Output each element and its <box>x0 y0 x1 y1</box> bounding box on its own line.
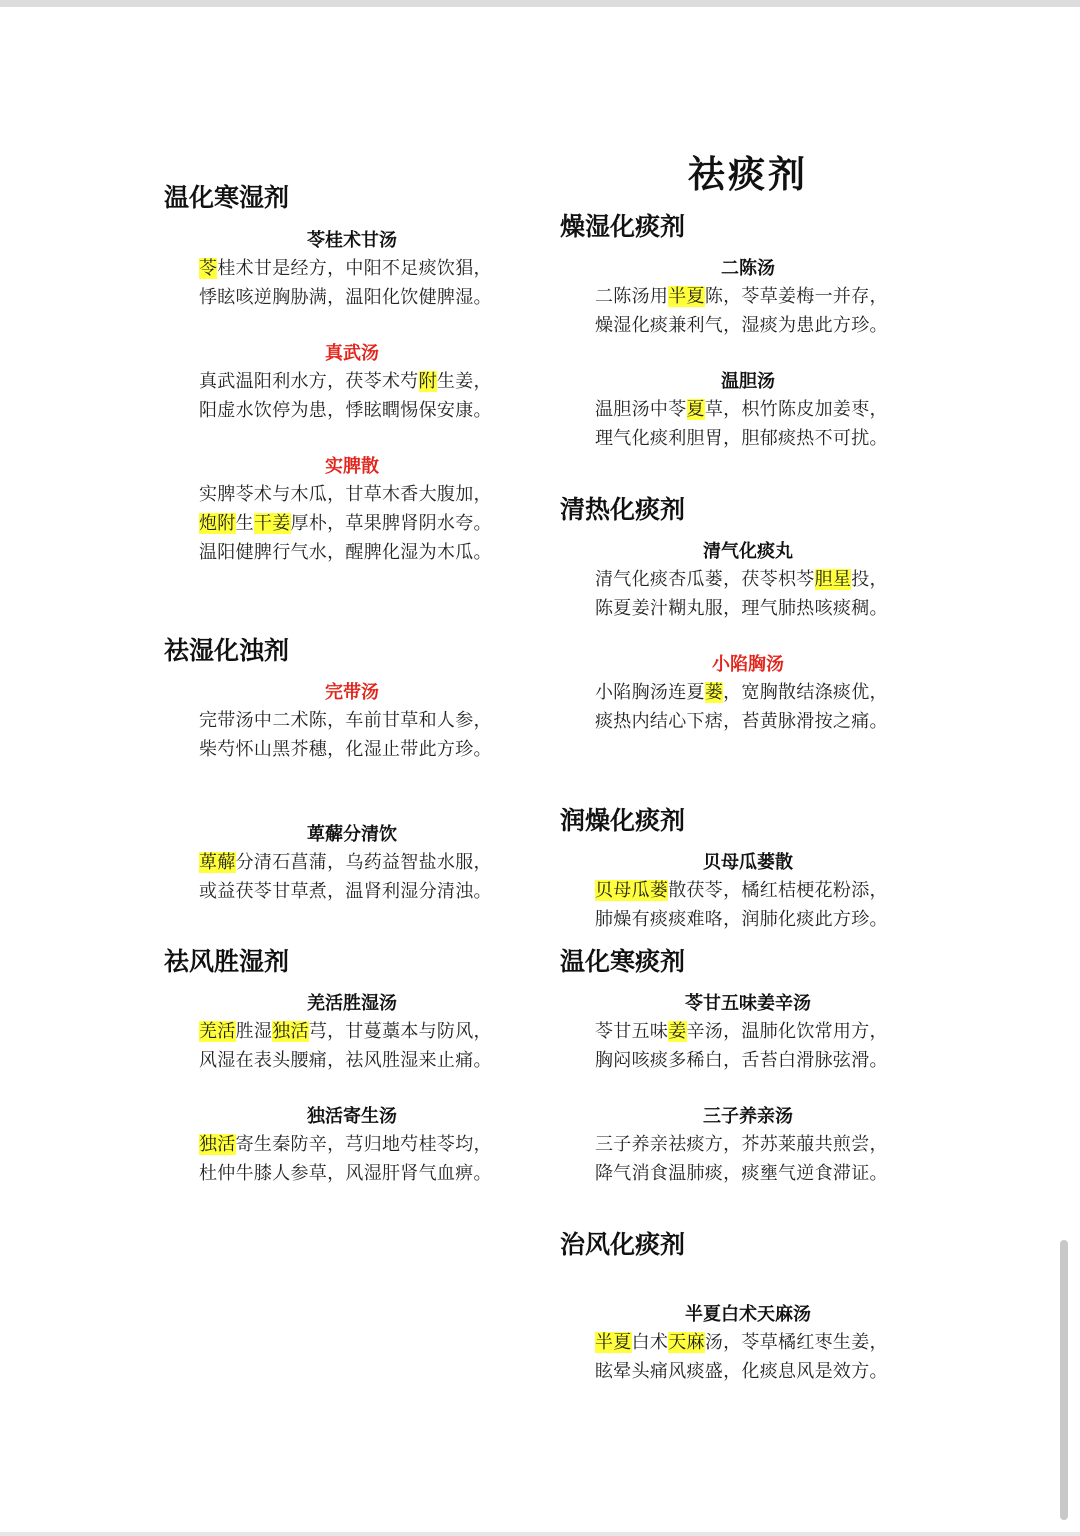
verse-text: 二陈汤用 <box>595 286 669 307</box>
category-heading: 燥湿化痰剂 <box>560 212 686 241</box>
formula-name: 独活寄生汤 <box>307 1106 397 1127</box>
verse-text: 草，枳竹陈皮加姜枣， <box>704 399 888 420</box>
verse-text: 完带汤中二术陈，车前甘草和人参， <box>199 710 492 731</box>
verse-line <box>595 1159 888 1185</box>
verse-text: 杜仲牛膝人参草，风湿肝肾气血痹。 <box>199 1163 492 1184</box>
verse-line <box>595 311 888 337</box>
highlighted-herb: 萆薢 <box>199 852 236 873</box>
formula-name: 真武汤 <box>325 343 379 364</box>
verse-line <box>595 707 888 733</box>
verse-text: 芎，甘蔓藁本与防风， <box>308 1021 492 1042</box>
verse-text: 三子养亲祛痰方，芥苏莱菔共煎尝， <box>595 1134 888 1155</box>
verse-text: 柴芍怀山黑芥穗，化湿止带此方珍。 <box>199 739 492 760</box>
verse-line <box>595 1328 888 1354</box>
verse-line <box>199 1017 492 1043</box>
verse-line <box>199 1046 492 1072</box>
formula-name: 二陈汤 <box>721 258 775 279</box>
verse-text: 降气消食温肺痰，痰壅气逆食滞证。 <box>595 1163 888 1184</box>
highlighted-herb: 苓 <box>199 258 218 279</box>
bottom-border <box>0 1532 1080 1536</box>
verse-line <box>199 367 492 393</box>
verse-text: 汤，苓草橘红枣生姜， <box>704 1332 888 1353</box>
verse-text: 生 <box>235 513 254 534</box>
highlighted-herb: 独活 <box>199 1134 236 1155</box>
verse-text: 寄生秦防辛，芎归地芍桂苓均， <box>235 1134 492 1155</box>
highlighted-herb: 附 <box>418 371 437 392</box>
verse-line <box>199 480 492 506</box>
verse-text: 痰热内结心下痞，苔黄脉滑按之痛。 <box>595 711 888 732</box>
highlighted-herb: 蒌 <box>704 682 724 703</box>
verse-line <box>595 565 888 591</box>
vertical-scrollbar[interactable] <box>1060 1240 1068 1520</box>
formula-name: 温胆汤 <box>721 371 775 392</box>
verse-line <box>199 396 492 422</box>
verse-text: 悸眩咳逆胸胁满，温阳化饮健脾湿。 <box>199 287 492 308</box>
formula-name: 半夏白术天麻汤 <box>685 1304 811 1325</box>
highlighted-herb: 姜 <box>668 1021 687 1042</box>
verse-line <box>595 1357 888 1383</box>
verse-line <box>595 1046 888 1072</box>
top-toolbar-strip <box>0 0 1080 7</box>
verse-text: 理气化痰利胆胃，胆郁痰热不可扰。 <box>595 428 888 449</box>
verse-line <box>595 395 888 421</box>
verse-text: 燥湿化痰兼利气，湿痰为患此方珍。 <box>595 315 888 336</box>
formula-name: 羌活胜湿汤 <box>307 993 397 1014</box>
verse-line <box>199 877 492 903</box>
verse-line <box>595 282 888 308</box>
highlighted-herb: 半夏 <box>668 286 705 307</box>
verse-text: ，宽胸散结涤痰优， <box>723 682 888 703</box>
verse-text: 投， <box>851 569 888 590</box>
verse-line <box>199 509 492 535</box>
verse-text: 辛汤，温肺化饮常用方， <box>686 1021 888 1042</box>
formula-name: 清气化痰丸 <box>703 541 793 562</box>
verse-text: 清气化痰杏瓜蒌，茯苓枳芩 <box>595 569 815 590</box>
category-heading: 温化寒痰剂 <box>560 947 686 976</box>
verse-text: 小陷胸汤连夏 <box>595 682 705 703</box>
verse-text: 或益茯苓甘草煮，温肾利湿分清浊。 <box>199 881 492 902</box>
page-title: 祛痰剂 <box>688 152 808 196</box>
highlighted-herb: 天麻 <box>668 1332 705 1353</box>
verse-text: 陈夏姜汁糊丸服，理气肺热咳痰稠。 <box>595 598 888 619</box>
formula-name: 贝母瓜蒌散 <box>703 852 793 873</box>
formula-name: 萆薢分清饮 <box>307 824 397 845</box>
verse-text: 温胆汤中苓 <box>595 399 687 420</box>
formula-name: 苓桂术甘汤 <box>307 230 397 251</box>
highlighted-herb: 胆星 <box>814 569 852 590</box>
highlighted-herb: 羌活 <box>199 1021 236 1042</box>
category-heading: 祛湿化浊剂 <box>164 636 290 665</box>
highlighted-herb: 独活 <box>272 1021 309 1042</box>
formula-name: 小陷胸汤 <box>712 654 784 675</box>
verse-line <box>199 1159 492 1185</box>
verse-text: 苓甘五味 <box>595 1021 669 1042</box>
highlighted-herb: 夏 <box>686 399 705 420</box>
verse-line <box>595 594 888 620</box>
verse-text: 真武温阳利水方，茯苓术芍 <box>199 371 419 392</box>
verse-text: 白术 <box>631 1332 669 1353</box>
highlighted-herb: 贝母瓜蒌 <box>595 880 669 901</box>
verse-text: 温阳健脾行气水，醒脾化湿为木瓜。 <box>199 542 492 563</box>
verse-line <box>595 1017 888 1043</box>
verse-line <box>199 283 492 309</box>
verse-text: 胸闷咳痰多稀白，舌苔白滑脉弦滑。 <box>595 1050 888 1071</box>
verse-text: 散茯苓，橘红桔梗花粉添， <box>668 880 888 901</box>
verse-text: 分清石菖蒲，乌药益智盐水服， <box>235 852 492 873</box>
verse-text: 生姜， <box>436 371 492 392</box>
formula-name: 实脾散 <box>325 456 379 477</box>
verse-text: 陈，苓草姜梅一并存， <box>704 286 888 307</box>
category-heading: 祛风胜湿剂 <box>164 947 290 976</box>
category-heading: 润燥化痰剂 <box>560 806 686 835</box>
verse-line <box>199 538 492 564</box>
highlighted-herb: 炮附 <box>199 513 236 534</box>
verse-text: 厚朴，草果脾肾阴水夸。 <box>290 513 492 534</box>
verse-line <box>595 424 888 450</box>
formula-name: 完带汤 <box>325 682 379 703</box>
verse-line <box>199 848 492 874</box>
verse-text: 肺燥有痰痰难咯，润肺化痰此方珍。 <box>595 909 888 930</box>
verse-line <box>199 735 492 761</box>
category-heading: 清热化痰剂 <box>560 495 686 524</box>
verse-line <box>199 706 492 732</box>
highlighted-herb: 半夏 <box>595 1332 632 1353</box>
verse-text: 桂术甘是经方，中阳不足痰饮猖， <box>217 258 492 279</box>
verse-line <box>595 678 888 704</box>
category-heading: 治风化痰剂 <box>560 1230 686 1259</box>
verse-line <box>199 254 492 280</box>
highlighted-herb: 干姜 <box>253 513 291 534</box>
verse-line <box>595 905 888 931</box>
verse-line <box>199 1130 492 1156</box>
verse-text: 风湿在表头腰痛，祛风胜湿来止痛。 <box>199 1050 492 1071</box>
verse-text: 胜湿 <box>235 1021 273 1042</box>
formula-name: 三子养亲汤 <box>703 1106 793 1127</box>
verse-text: 眩晕头痛风痰盛，化痰息风是效方。 <box>595 1361 888 1382</box>
formula-name: 苓甘五味姜辛汤 <box>685 993 811 1014</box>
category-heading: 温化寒湿剂 <box>164 183 290 212</box>
verse-text: 实脾苓术与木瓜，甘草木香大腹加， <box>199 484 492 505</box>
verse-text: 阳虚水饮停为患，悸眩瞤惕保安康。 <box>199 400 492 421</box>
verse-line <box>595 876 888 902</box>
verse-line <box>595 1130 888 1156</box>
